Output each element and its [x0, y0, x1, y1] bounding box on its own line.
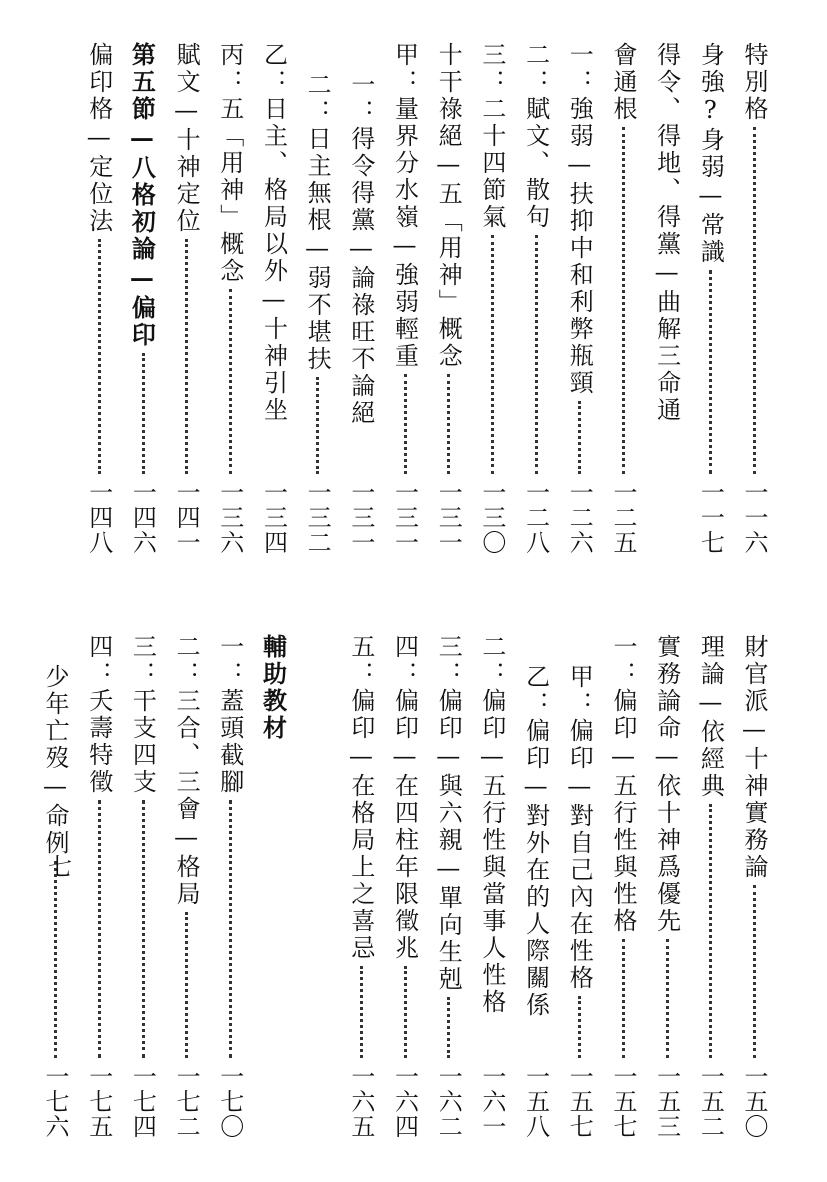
toc-entry-title: 二：賦文、散句: [521, 42, 550, 231]
toc-dot-leader: [578, 996, 581, 1058]
toc-entry-title: 偏印格—定位法: [84, 42, 113, 235]
toc-entry-page-number: 一一六: [740, 480, 768, 555]
toc-entry-page-number: 一六五: [346, 1064, 375, 1139]
toc-dot-leader: [535, 235, 538, 474]
toc-entry: [76, 38, 120, 566]
toc-entry-title: 甲：量界分水嶺—強弱輕重: [390, 42, 419, 370]
toc-entry-page-number: 一二五: [608, 480, 637, 555]
toc-entry-page-number: 一二六: [565, 480, 594, 555]
toc-entry-title: 乙：日主、格局以外—十神引坐: [259, 42, 288, 424]
toc-entry-page-number: 一三一: [434, 480, 463, 555]
toc-entry: [688, 630, 732, 1150]
toc-entry: [294, 630, 338, 1150]
toc-entry-page-number: 一六四: [390, 1064, 419, 1139]
toc-entry: [688, 38, 732, 566]
toc-entry-title: 三：干支四支: [128, 634, 157, 796]
toc-entry-page-number: 一三二: [303, 480, 332, 555]
toc-entry-page-number: 一三一: [346, 480, 375, 555]
toc-entry: [294, 38, 338, 566]
toc-dot-leader: [622, 127, 625, 474]
toc-dot-leader: [360, 966, 363, 1058]
toc-entry: [600, 630, 644, 1150]
toc-entry: [251, 38, 295, 566]
toc-entry: [251, 630, 295, 1150]
toc-entry: [644, 38, 688, 566]
toc-entry-title: 丙：五「用神」概念: [215, 42, 244, 285]
toc-entry: [644, 630, 688, 1150]
toc-entry: [338, 630, 382, 1150]
toc-upper-section: [75, 38, 775, 566]
toc-dot-leader: [622, 939, 625, 1058]
toc-entry: [469, 630, 513, 1150]
toc-entry: [469, 38, 513, 566]
toc-dot-leader: [447, 374, 450, 474]
toc-entry: [120, 38, 164, 566]
toc-entry-page-number: 一三一: [390, 480, 419, 555]
toc-entry-page-number: 一四八: [84, 480, 113, 555]
toc-entry-title: 四：夭壽特徵: [84, 634, 113, 796]
toc-entry-title: 財官派—十神實務論: [740, 634, 768, 881]
toc-entry-page-number: 一一七: [696, 480, 725, 555]
toc-entry-title: 二：偏印—五行性與當事人性格: [477, 634, 506, 1016]
toc-entry-page-number: 一七〇: [215, 1064, 244, 1139]
toc-entry-page-number: 一四一: [172, 480, 201, 555]
toc-entry-title: 理論—依經典: [696, 634, 725, 800]
toc-entry: [557, 630, 601, 1150]
toc-entry: [382, 38, 426, 566]
toc-entry-page-number: 一七四: [128, 1064, 157, 1139]
toc-entry-title: 得令、得地、得黨—曲解三命通: [652, 42, 681, 424]
toc-entry-page-number: 一七六: [41, 1064, 69, 1139]
toc-entry: [513, 630, 557, 1150]
toc-entry: [600, 38, 644, 566]
toc-dot-leader: [753, 885, 756, 1058]
toc-entry-page-number: 一七二: [172, 1064, 201, 1139]
toc-entry: [163, 38, 207, 566]
toc-entry: [76, 630, 120, 1150]
toc-entry-title: 身強?身弱—常識: [696, 42, 725, 266]
toc-entry-title: 一：強弱—扶抑中和利弊瓶頸: [565, 42, 594, 397]
toc-entry-title: 會通根: [608, 42, 637, 123]
toc-entry-title: 特別格: [740, 42, 768, 123]
toc-entry-title: 十干祿絕—五「用神」概念: [434, 42, 463, 370]
toc-entry-title: 四：偏印—在四柱年限徵兆: [390, 634, 419, 962]
toc-entry: [338, 38, 382, 566]
toc-entry-title: 第五節—八格初論—偏印: [127, 42, 157, 349]
toc-dot-leader: [142, 353, 145, 474]
toc-entry-page-number: 一五八: [521, 1064, 550, 1139]
toc-entry-title: 三：二十四節氣: [477, 42, 506, 231]
toc-entry-title: 三：偏印—與六親—單向生剋: [434, 634, 463, 993]
toc-entry-title: 甲：偏印—對自己內在性格: [565, 664, 594, 992]
toc-entry-title: 乙：偏印—對外在的人際關係: [521, 664, 550, 1019]
toc-entry-page-number: 一五〇: [740, 1064, 768, 1139]
toc-entry: [120, 630, 164, 1150]
toc-entry-title: 輔助教材: [258, 634, 288, 742]
toc-dot-leader: [316, 377, 319, 474]
toc-entry-page-number: 一三四: [259, 480, 288, 555]
toc-dot-leader: [98, 800, 101, 1058]
toc-entry: [426, 630, 470, 1150]
toc-entry: [382, 630, 426, 1150]
toc-entry-title: 五：偏印—在格局上之喜忌: [346, 634, 375, 962]
toc-dot-leader: [185, 912, 188, 1058]
toc-entry-title: 少年亡歿—命例: [41, 664, 69, 857]
toc-dot-leader: [404, 374, 407, 474]
toc-entry: [32, 630, 76, 1150]
toc-entry-page-number: 一六二: [434, 1064, 463, 1139]
toc-entry-title: 一：偏印—五行性與性格: [608, 634, 637, 935]
toc-entry-page-number: 一五七: [565, 1064, 594, 1139]
toc-entry-page-number: 一三〇: [477, 480, 506, 555]
toc-dot-leader: [491, 235, 494, 474]
toc-entry: [207, 38, 251, 566]
toc-entry: [557, 38, 601, 566]
toc-dot-leader: [185, 239, 188, 474]
toc-dot-leader: [229, 289, 232, 474]
toc-entry-title: 賦文—十神定位: [172, 42, 201, 235]
toc-entry-page-number: 一五三: [652, 1064, 681, 1139]
toc-dot-leader: [229, 800, 232, 1058]
toc-lower-section: [41, 630, 775, 1150]
toc-entry-page-number: 一五二: [696, 1064, 725, 1139]
toc-dot-leader: [578, 401, 581, 474]
toc-dot-leader: [54, 861, 57, 1058]
toc-dot-leader: [709, 804, 712, 1058]
toc-entry-page-number: 一二八: [521, 480, 550, 555]
toc-entry-page-number: 一六一: [477, 1064, 506, 1139]
toc-dot-leader: [142, 800, 145, 1058]
toc-dot-leader: [404, 966, 407, 1058]
toc-entry-page-number: 一七五: [84, 1064, 113, 1139]
toc-dot-leader: [98, 239, 101, 474]
toc-entry: [163, 630, 207, 1150]
toc-dot-leader: [753, 127, 756, 474]
toc-entry-page-number: 一五七: [608, 1064, 637, 1139]
toc-entry-title: 二：三合、三會—格局: [172, 634, 201, 908]
toc-entry: [731, 38, 775, 566]
toc-entry-title: 二：日主無根—弱不堪扶: [303, 72, 332, 373]
toc-entry: [207, 630, 251, 1150]
toc-dot-leader: [666, 939, 669, 1058]
toc-entry: [731, 630, 775, 1150]
toc-entry-title: 一：蓋頭截腳: [215, 634, 244, 796]
toc-entry: [426, 38, 470, 566]
toc-entry-title: 一：得令得黨—論祿旺不論絕: [346, 72, 375, 427]
page-number: 七: [48, 853, 72, 881]
toc-entry-title: 實務論命—依十神爲優先: [652, 634, 681, 935]
toc-dot-leader: [447, 997, 450, 1058]
toc-entry-page-number: 一四六: [128, 480, 157, 555]
toc-dot-leader: [709, 270, 712, 474]
toc-entry-page-number: 一三六: [215, 480, 244, 555]
toc-entry: [513, 38, 557, 566]
